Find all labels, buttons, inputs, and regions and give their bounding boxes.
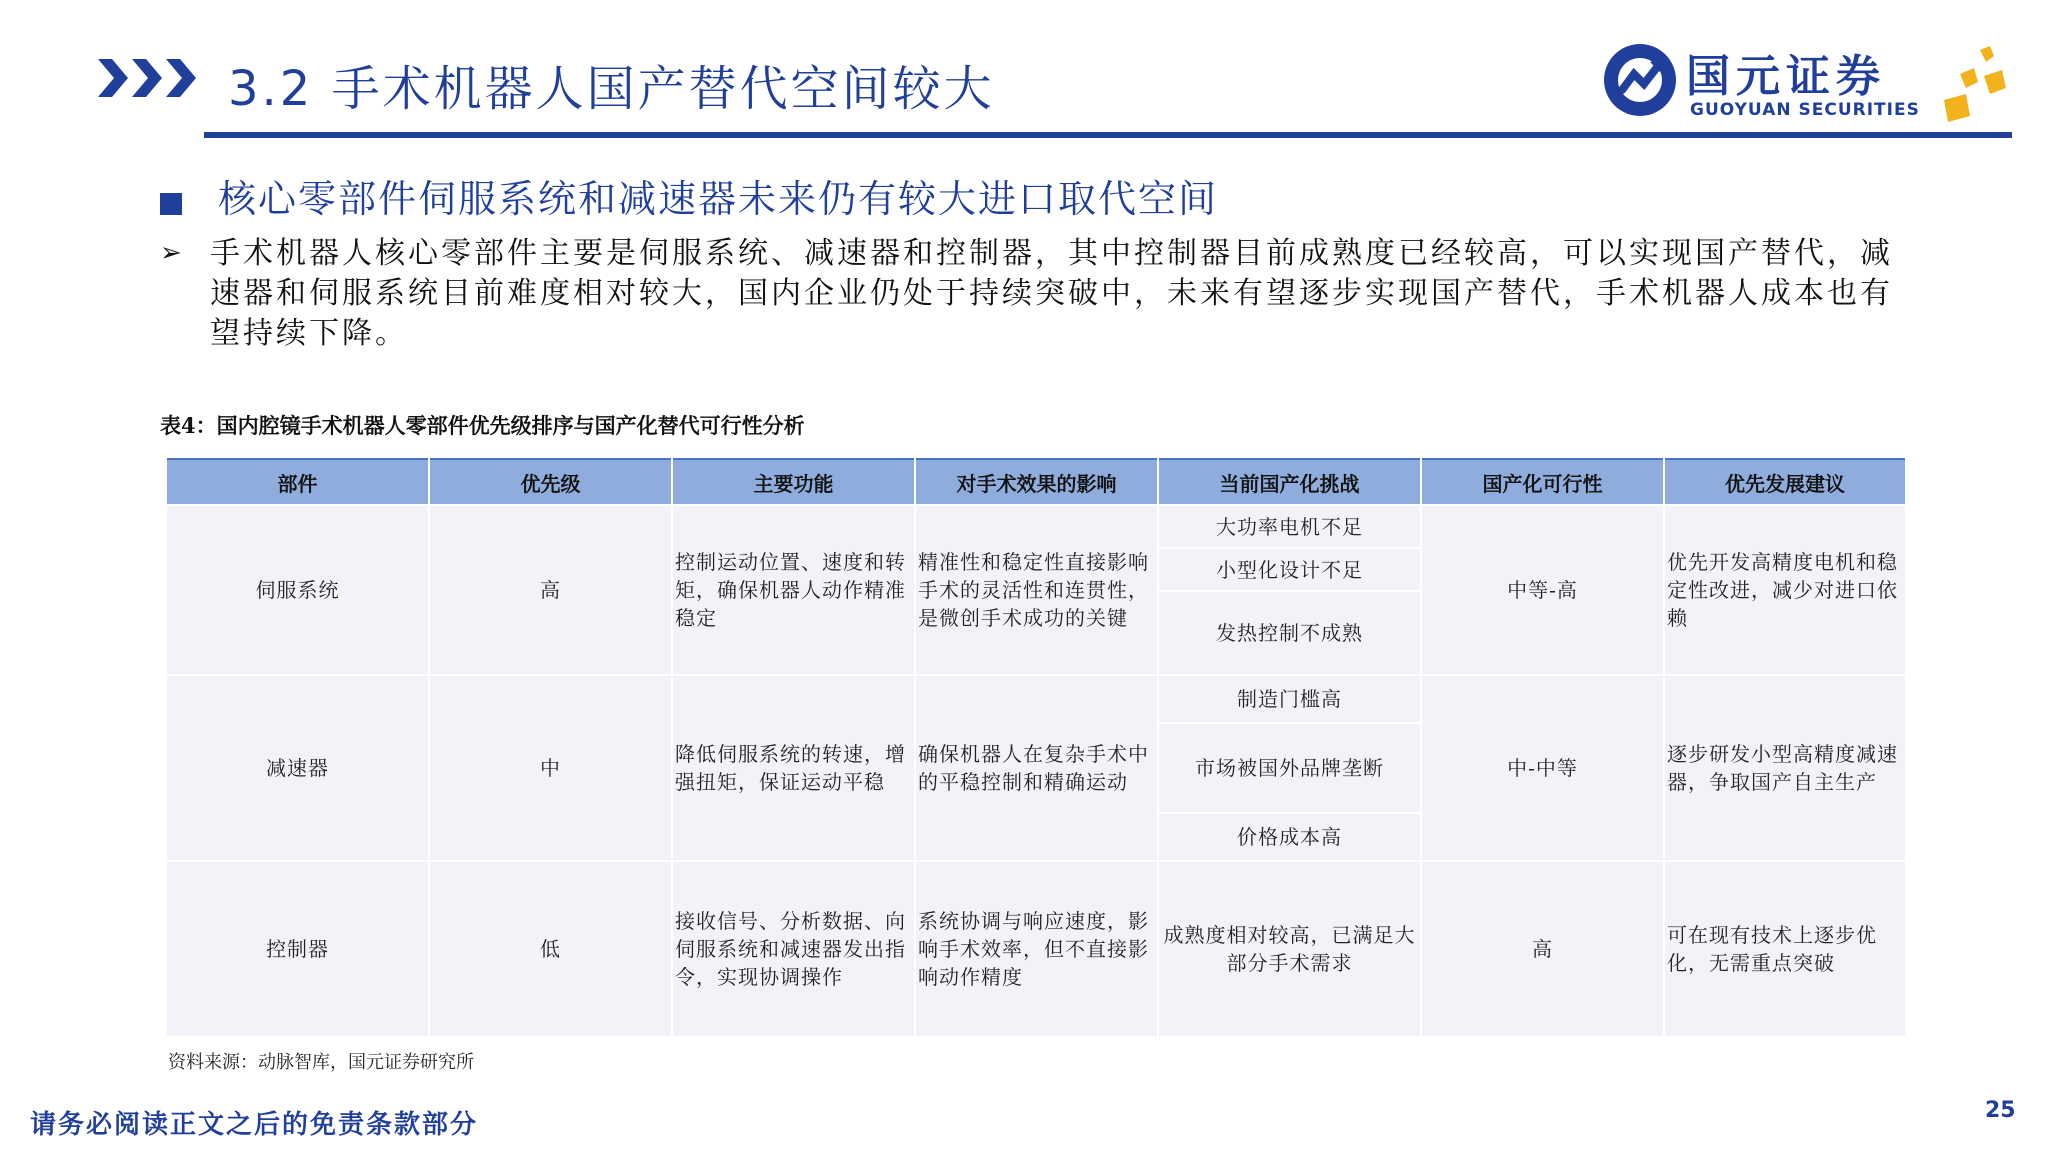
section-heading-text: 核心零部件伺服系统和减速器未来仍有较大进口取代空间 (218, 177, 1219, 221)
feasibility-cell: 中等-高 (1421, 505, 1664, 675)
feasibility-cell: 中-中等 (1421, 675, 1664, 861)
logo-english-name: GUOYUAN SECURITIES (1690, 100, 1920, 120)
challenge-cell: 市场被国外品牌垄断 (1158, 723, 1421, 813)
chevron-arrows-icon (98, 55, 208, 101)
header-divider (204, 132, 2012, 138)
impact-cell: 精准性和稳定性直接影响手术的灵活性和连贯性，是微创手术成功的关键 (915, 505, 1158, 675)
table-caption: 表4：国内腔镜手术机器人零部件优先级排序与国产化替代可行性分析 (160, 413, 805, 438)
table-row (166, 505, 1906, 548)
suggestion-cell: 可在现有技术上逐步优化，无需重点突破 (1664, 861, 1906, 1037)
arrow-bullet-icon: ➢ (160, 238, 182, 268)
function-cell: 接收信号、分析数据、向伺服系统和减速器发出指令，实现协调操作 (672, 861, 915, 1037)
priority-cell: 低 (429, 861, 672, 1037)
company-logo (1600, 38, 2020, 128)
suggestion-cell: 优先开发高精度电机和稳定性改进，减少对进口依赖 (1664, 505, 1906, 675)
column-header: 部件 (166, 459, 429, 505)
challenge-cell: 成熟度相对较高，已满足大部分手术需求 (1158, 861, 1421, 1037)
priority-cell: 中 (429, 675, 672, 861)
challenge-cell: 大功率电机不足 (1158, 505, 1421, 548)
feasibility-cell: 高 (1421, 861, 1664, 1037)
impact-cell: 系统协调与响应速度，影响手术效率，但不直接影响动作精度 (915, 861, 1158, 1037)
component-cell: 减速器 (166, 675, 429, 861)
column-header: 优先发展建议 (1664, 459, 1906, 505)
challenge-cell: 制造门槛高 (1158, 675, 1421, 723)
page-title: 3.2 手术机器人国产替代空间较大 (228, 61, 995, 117)
column-header: 对手术效果的影响 (915, 459, 1158, 505)
function-cell: 控制运动位置、速度和转矩，确保机器人动作精准稳定 (672, 505, 915, 675)
challenge-cell: 发热控制不成熟 (1158, 591, 1421, 675)
analysis-table (165, 458, 1907, 1038)
guoyuan-logo-icon (1600, 38, 1680, 122)
function-cell: 降低伺服系统的转速，增强扭矩，保证运动平稳 (672, 675, 915, 861)
component-cell: 伺服系统 (166, 505, 429, 675)
bullet-text: 手术机器人核心零部件主要是伺服系统、减速器和控制器，其中控制器目前成熟度已经较高，可以实现国产替代，减速器和伺服系统目前难度相对较大，国内企业仍处于持续突破中，未来有望逐步实现国产替代，手术机器人成本也有望持续下降。 (210, 236, 1893, 351)
square-bullet-icon (160, 193, 182, 215)
table-row (166, 861, 1906, 1037)
table-header-row (166, 459, 1906, 505)
challenge-cell: 小型化设计不足 (1158, 548, 1421, 591)
logo-star-mark-icon (1940, 44, 2010, 124)
component-cell: 控制器 (166, 861, 429, 1037)
page-number: 25 (1985, 1098, 2016, 1123)
priority-cell: 高 (429, 505, 672, 675)
suggestion-cell: 逐步研发小型高精度减速器，争取国产自主生产 (1664, 675, 1906, 861)
table-row (166, 675, 1906, 723)
bullet-paragraph (160, 234, 1900, 354)
challenge-cell: 价格成本高 (1158, 813, 1421, 861)
impact-cell: 确保机器人在复杂手术中的平稳控制和精确运动 (915, 675, 1158, 861)
source-note: 资料来源：动脉智库，国元证券研究所 (168, 1052, 474, 1073)
column-header: 主要功能 (672, 459, 915, 505)
column-header: 优先级 (429, 459, 672, 505)
section-heading (160, 168, 1218, 223)
disclaimer-text: 请务必阅读正文之后的免责条款部分 (30, 1110, 479, 1140)
logo-name: 国元证券 (1686, 51, 1886, 102)
column-header: 国产化可行性 (1421, 459, 1664, 505)
column-header: 当前国产化挑战 (1158, 459, 1421, 505)
